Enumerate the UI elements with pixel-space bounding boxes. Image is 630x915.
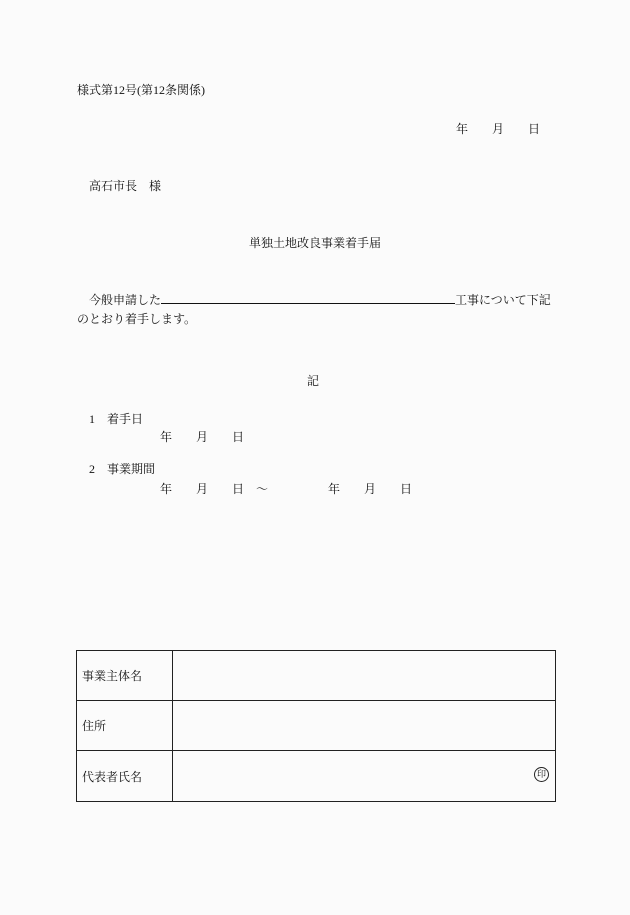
address-label: 住所 bbox=[77, 701, 173, 750]
business-entity-name-label: 事業主体名 bbox=[77, 651, 173, 700]
submission-date: 年 月 日 bbox=[456, 122, 541, 136]
representative-name-field[interactable] bbox=[173, 751, 555, 801]
business-entity-name-field[interactable] bbox=[173, 651, 555, 700]
body-text-after-blank: 工事について下記 bbox=[455, 293, 551, 307]
item-label: 着手日 bbox=[107, 412, 144, 426]
document-title: 単独土地改良事業着手届 bbox=[248, 236, 381, 250]
body-line-1 bbox=[89, 291, 551, 308]
representative-name-label: 代表者氏名 bbox=[77, 751, 173, 801]
address-field[interactable] bbox=[173, 701, 555, 750]
body-line-2: のとおり着手します。 bbox=[77, 312, 197, 326]
form-number: 様式第12号(第12条関係) bbox=[77, 83, 205, 97]
ki-heading: 記 bbox=[307, 374, 320, 388]
table-row bbox=[77, 751, 555, 801]
project-period-field: 年 月 日 〜 年 月 日 bbox=[160, 482, 413, 496]
item-number: 2 bbox=[89, 462, 95, 476]
start-date-field: 年 月 日 bbox=[160, 430, 245, 444]
seal-mark-icon: 印 bbox=[534, 767, 549, 782]
item-project-period-heading bbox=[89, 461, 155, 477]
item-start-date-heading bbox=[89, 411, 143, 427]
construction-name-blank-field[interactable] bbox=[161, 291, 455, 304]
table-row bbox=[77, 651, 555, 701]
item-label: 事業期間 bbox=[107, 462, 156, 476]
table-row bbox=[77, 701, 555, 751]
body-text-before-blank: 今般申請した bbox=[89, 293, 162, 307]
applicant-table bbox=[76, 650, 556, 802]
addressee: 高石市長 様 bbox=[89, 179, 162, 193]
item-number: 1 bbox=[89, 412, 95, 426]
